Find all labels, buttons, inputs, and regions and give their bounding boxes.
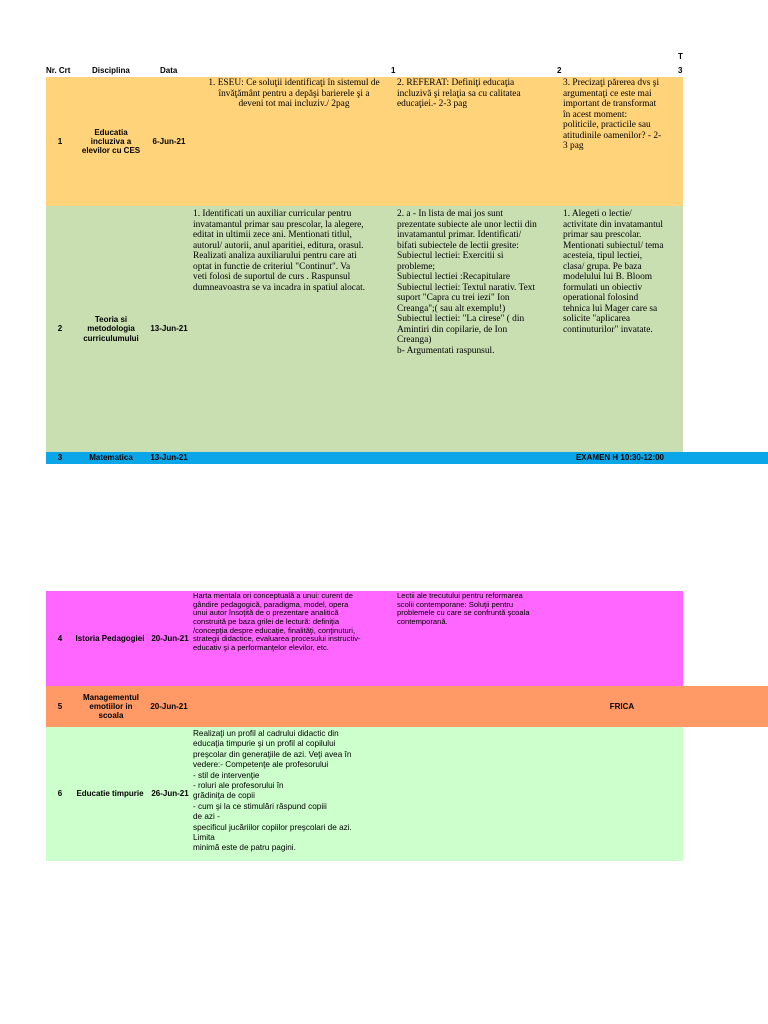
row-1-task-1: 1. ESEU: Ce soluţii identificaţi în sistemul de învăţământ pentru a depăşi barierele şi a deveni tot mai incluziv./ 2pag xyxy=(208,78,380,110)
row-5-data: 20-Jun-21 xyxy=(150,701,188,711)
header-col-2: 2 xyxy=(557,66,562,75)
header-t-fragment: T xyxy=(678,52,683,61)
row-6-nr: 6 xyxy=(57,789,63,799)
row-3-nr: 3 xyxy=(57,453,63,463)
row-2-task-2: 2. a - In lista de mai jos sunt prezentate subiecte ale unor lectii din invatamantul primar. Identificati/ bifati subiectele de lectii gresite: Subiectul lectiei: Exercitii si probleme; Subiectul lectiei :Recapitulare Subiectul lectiei: Textul narativ. Text suport "Capra cu trei iezi" Ion Creanga";( sau alt exemplu!) Subiectul lectiei: "La cirese" ( din Amintiri din copilarie, de Ion Creanga) b- Argumentati raspunsul. xyxy=(397,209,537,356)
row-4-task-1: Harta mentala ori conceptuală a unui: curent de gândire pedagogică, paradigma, model, opera unui autor însoţită de o prezentare analitică construită pe baza grilei de lectură: definiţia /concepţia despre educaţie, finalităţi, conţinuturi, strategii didactice, evaluarea procesului instructiv- educativ şi a performanţelor elevilor, etc. xyxy=(193,591,361,652)
row-1-data: 6-Jun-21 xyxy=(152,136,186,146)
row-6-disciplina: Educatie timpurie xyxy=(76,789,144,799)
header-col-3: 3 xyxy=(678,66,683,75)
row-2-disciplina: Teoria si metodologia curriculumului xyxy=(83,315,139,343)
row-2-task-3: 1. Alegeti o lectie/ activitate din invatamantul primar sau prescolar. Mentionati subiectul/ tema acesteia, tipul lectiei, clasa/ grupa. Pe baza modelului lui B. Bloom formulati un obiectiv operational folosind tehnica lui Mager care sa solicite "aplicarea continuturilor" invatate. xyxy=(563,209,664,335)
row-6-data: 26-Jun-21 xyxy=(151,789,189,799)
row-3-disciplina: Matematica xyxy=(89,453,133,463)
header-col-1: 1 xyxy=(391,66,396,75)
row-1-task-3: 3. Precizaţi părerea dvs şi argumentaţi ce este mai important de transformat în acest moment: politicile, practicile sau atitudinile oamenilor? - 2- 3 pag xyxy=(563,78,662,152)
row-5-disciplina: Managementul emotiilor in scoala xyxy=(82,692,139,721)
row-3-data: 13-Jun-21 xyxy=(150,453,188,463)
row-5-note: FRICA xyxy=(609,701,635,711)
row-1-disciplina: Educatia incluziva a elevilor cu CES xyxy=(81,127,141,156)
row-4-data: 20-Jun-21 xyxy=(151,633,189,643)
row-2-data: 13-Jun-21 xyxy=(150,324,188,334)
row-5-nr: 5 xyxy=(57,701,63,711)
row-1-nr: 1 xyxy=(57,136,63,146)
row-6-task-1: Realizaţi un profil al cadrului didactic din educaţia timpurie şi un profil al copilului preşcolar din generaţiile de azi. Veţi avea în vedere:- Competenţe ale profesorului - stil de intervenţie - roluri ale profesorului în grădiniţa de copii - cum şi la ce stimulări răspund copiii de azi - specificul jucăriilor copiilor preşcolari de azi. Limita minimă este de patru pagini. xyxy=(193,729,352,853)
row-4-task-2: Lectii ale trecutului pentru reformarea scolii contemporane: Soluţii pentru problemele cu care se confruntă şcoala contemporană. xyxy=(397,591,530,626)
row-4-disciplina: Istoria Pedagogiei xyxy=(75,633,145,643)
header-disciplina: Disciplina xyxy=(92,66,130,75)
row-3-note: EXAMEN H 10:30-12:00 xyxy=(575,453,665,463)
row-2-task-1: 1. Identificati un auxiliar curricular pentru invatamantul primar sau prescolar, la alegere, editat in ultimii zece ani. Mentionati titlul, autorul/ autorii, anul aparitiei, editura, orasul. Realizati analiza auxiliarului pentru care ati optat in functie de criteriul "Continut". Va veti folosi de suportul de curs . Raspunsul dumneavoastra se va incadra in spatiul alocat. xyxy=(193,209,366,293)
header-nr-crt: Nr. Crt xyxy=(46,66,71,75)
row-4-nr: 4 xyxy=(57,633,63,643)
header-data: Data xyxy=(160,66,178,75)
row-1-task-2: 2. REFERAT: Definiţi educaţia incluzivă şi relaţia sa cu calitatea educaţiei.- 2-3 pag xyxy=(397,78,521,110)
row-2-nr: 2 xyxy=(57,324,63,334)
